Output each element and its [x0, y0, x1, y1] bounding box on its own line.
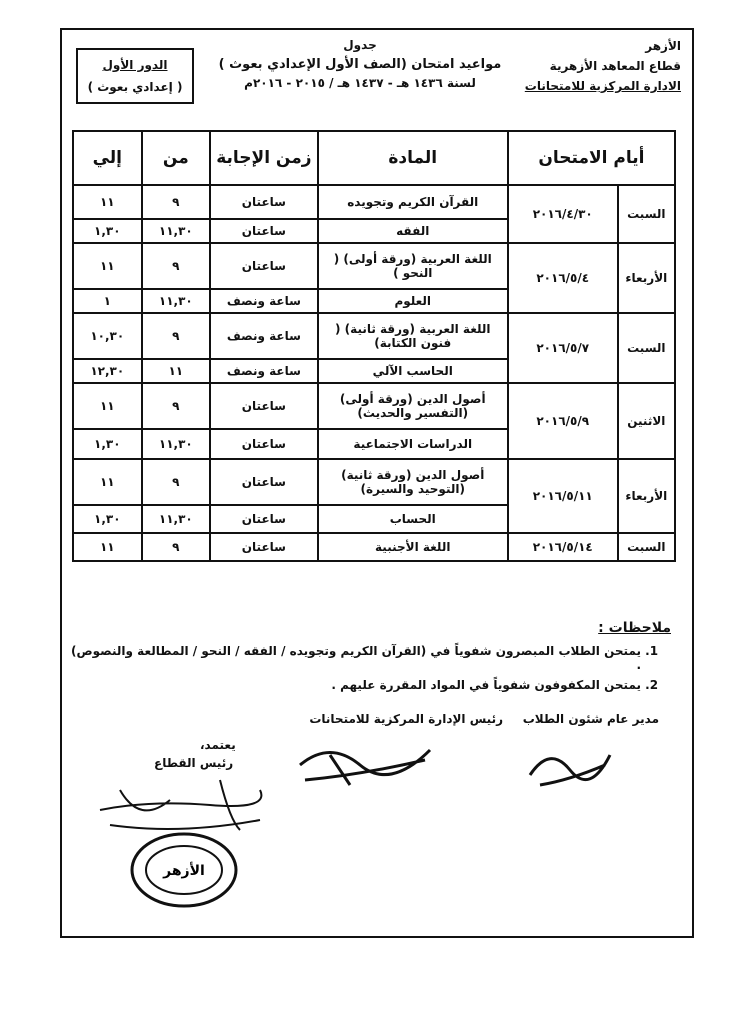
- to-cell: ١١: [73, 383, 142, 429]
- round-label: الدور الأول: [102, 58, 168, 72]
- official-seal: [128, 830, 240, 910]
- to-cell: ١١: [73, 533, 142, 561]
- round-sub: ( إعدادي بعوث ): [87, 80, 183, 94]
- day-date: ٢٠١٦/٥/٧: [508, 313, 618, 383]
- header-organization: [521, 36, 681, 96]
- year-line: لسنة ١٤٣٦ هـ - ١٤٣٧ هـ / ٢٠١٥ - ٢٠١٦م: [244, 76, 476, 90]
- header-duration: زمن الإجابة: [210, 131, 318, 185]
- to-cell: ١,٣٠: [73, 429, 142, 459]
- from-cell: ٩: [142, 459, 211, 505]
- day-name: الأربعاء: [618, 243, 675, 313]
- admin-name: الادارة المركزية للامتحانات: [524, 79, 681, 93]
- from-cell: ٩: [142, 243, 211, 289]
- title-small: جدول: [343, 38, 377, 52]
- subject-cell: اللغة العربية (ورقة أولى) ( النحو ): [318, 243, 508, 289]
- subject-cell: الحساب: [318, 505, 508, 533]
- duration-cell: ساعتان: [210, 533, 318, 561]
- table-row: [73, 185, 675, 219]
- header-to: إلي: [73, 131, 142, 185]
- subject-cell: القرآن الكريم وتجويده: [318, 185, 508, 219]
- to-cell: ١٢,٣٠: [73, 359, 142, 383]
- from-cell: ١١,٣٠: [142, 429, 211, 459]
- day-date: ٢٠١٦/٥/١١: [508, 459, 618, 533]
- exam-schedule-table: [72, 130, 676, 562]
- header-subject: المادة: [318, 131, 508, 185]
- duration-cell: ساعتان: [210, 243, 318, 289]
- duration-cell: ساعتان: [210, 429, 318, 459]
- duration-cell: ساعة ونصف: [210, 313, 318, 359]
- day-name: السبت: [618, 185, 675, 243]
- subject-cell: أصول الدين (ورقة ثانية) (التوحيد والسيرة): [318, 459, 508, 505]
- duration-cell: ساعتان: [210, 383, 318, 429]
- duration-cell: ساعتان: [210, 505, 318, 533]
- from-cell: ٩: [142, 533, 211, 561]
- to-cell: ١,٣٠: [73, 505, 142, 533]
- from-cell: ١١,٣٠: [142, 219, 211, 243]
- students-director-label: مدير عام شئون الطلاب: [522, 712, 659, 726]
- from-cell: ١١,٣٠: [142, 505, 211, 533]
- day-name: الاثنين: [618, 383, 675, 459]
- subject-cell: اللغة الأجنبية: [318, 533, 508, 561]
- day-date: ٢٠١٦/٤/٣٠: [508, 185, 618, 243]
- from-cell: ٩: [142, 313, 211, 359]
- note-item: 1. يمتحن الطلاب المبصرون شفوياً في (القرآن الكريم وتجويده / الفقه / النحو / المطالعة والنصوص) .: [71, 644, 641, 672]
- exams-head-label: رئيس الإدارة المركزية للامتحانات: [309, 712, 503, 726]
- approved-label: يعتمد،: [200, 738, 236, 752]
- to-cell: ١: [73, 289, 142, 313]
- table-row: [73, 243, 675, 289]
- table-row: [73, 459, 675, 505]
- day-date: ٢٠١٦/٥/٤: [508, 243, 618, 313]
- table-row: [73, 533, 675, 561]
- table-row: [73, 313, 675, 359]
- title-main: مواعيد امتحان (الصف الأول الإعدادي بعوث ): [218, 57, 502, 72]
- duration-cell: ساعة ونصف: [210, 289, 318, 313]
- header-from: من: [142, 131, 211, 185]
- subject-cell: الحاسب الآلي: [318, 359, 508, 383]
- note-item: 2. يمتحن المكفوفون شفوياً في المواد المقررة عليهم .: [71, 678, 641, 692]
- notes-title: ملاحظات :: [598, 620, 671, 636]
- from-cell: ٩: [142, 185, 211, 219]
- from-cell: ١١,٣٠: [142, 289, 211, 313]
- table-row: [73, 383, 675, 429]
- header-title: [200, 36, 520, 93]
- from-cell: ١١: [142, 359, 211, 383]
- day-date: ٢٠١٦/٥/١٤: [508, 533, 618, 561]
- to-cell: ١١: [73, 185, 142, 219]
- subject-cell: اللغة العربية (ورقة ثانية) ( فنون الكتابة): [318, 313, 508, 359]
- round-box: [76, 48, 194, 104]
- subject-cell: الفقه: [318, 219, 508, 243]
- seal-text: الأزهر: [163, 863, 205, 879]
- day-date: ٢٠١٦/٥/٩: [508, 383, 618, 459]
- day-name: السبت: [618, 533, 675, 561]
- from-cell: ٩: [142, 383, 211, 429]
- duration-cell: ساعتان: [210, 185, 318, 219]
- notes-section: [71, 620, 671, 698]
- sector-head-label: رئيس القطاع: [154, 756, 234, 770]
- header-days: أيام الامتحان: [508, 131, 675, 185]
- sector-name: قطاع المعاهد الأزهرية: [549, 59, 681, 73]
- org-name: الأزهر: [645, 39, 681, 53]
- to-cell: ١١: [73, 243, 142, 289]
- to-cell: ١١: [73, 459, 142, 505]
- to-cell: ١٠,٣٠: [73, 313, 142, 359]
- duration-cell: ساعة ونصف: [210, 359, 318, 383]
- duration-cell: ساعتان: [210, 459, 318, 505]
- signature-exams-head: [290, 735, 440, 795]
- subject-cell: العلوم: [318, 289, 508, 313]
- day-name: السبت: [618, 313, 675, 383]
- duration-cell: ساعتان: [210, 219, 318, 243]
- subject-cell: أصول الدين (ورقة أولى) (التفسير والحديث): [318, 383, 508, 429]
- signature-students-director: [520, 735, 620, 795]
- day-name: الأربعاء: [618, 459, 675, 533]
- to-cell: ١,٣٠: [73, 219, 142, 243]
- subject-cell: الدراسات الاجتماعية: [318, 429, 508, 459]
